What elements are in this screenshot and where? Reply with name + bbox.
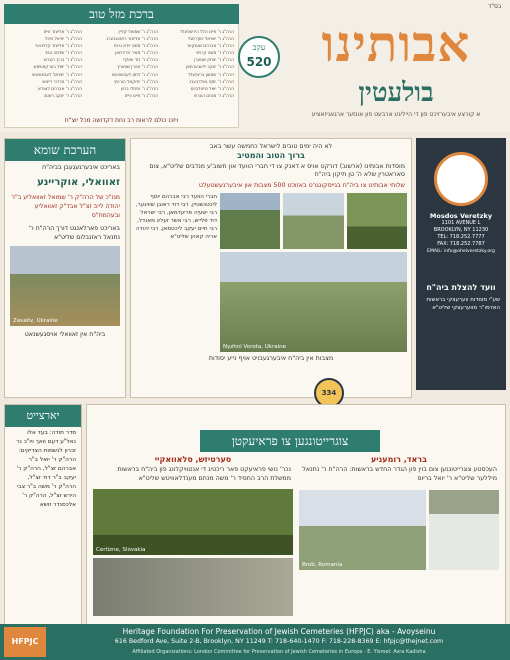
sponsor-org: Mosdos Veretzky [429,212,493,220]
bsd-mark: בס"ד [488,3,502,10]
sidebar-photo-caption: Zavaliv, Ukraine [13,318,58,324]
logo-subtitle: בולעטין [358,78,434,108]
footer-line-3: Affiliated Organizations: London Committee for Preservation of Jewish Cemeteries in Europe · E. Yisroel: Avra Kadisha [132,649,426,655]
main-photo-footer: מצבות אין ביה"ח איבערגעבויט אויף נייע יסודות [208,354,334,362]
donor-name: הרה"ג ר' יצחק שטערן [194,57,234,63]
project-left-title: סערטיזש, סלאוואקיי [154,455,232,464]
footer [0,624,510,660]
sidebar-text-2: מנו"כ של הרה"ק ר' שמואל זאוואליע ב"ר יהודה לייב זצ"ל אבד"ק זאוואליע ובעהמח"ס [11,194,120,219]
donor-name: הרה"ג ר' שמעון גרינפעלד [187,71,234,77]
sidebar-title: הערכת שומא [5,139,125,161]
project-left-text: נכר' נושי פראיעקט פאר ריכטיג די אנטוויקלונג פון ביה"ח בראשות ממשלת הרב החסיד ר' משה מנחם מענדלאוויטש שליט"א [117,466,291,482]
donor-name: הרה"ג ר' שלמה טויב [44,50,82,56]
yahrzeit-box [4,404,82,642]
donor-name: הרה"ג ר' ישראל יוסף סגל [187,36,234,42]
donor-name: הרה"ג ר' מאיר פרידמאן [115,50,158,56]
donor-name: הרה"ג ר' ברוך הערש [44,57,82,63]
donor-name: הרה"ג ר' אברהם לאנדא [37,85,82,91]
committee-text: שע"י מוסדות ווערעצקי בראשות האדמו"ר מווערעצקי שליט"א [426,297,500,311]
main-photo-caption: Nyzhni Vorota, Ukraine [223,343,286,350]
donor-name: הרה"ג ר' דוד וואלף [123,57,158,63]
project-left-caption: Certizne, Slovakia [96,546,146,553]
donor-name: הרה"ג ר' יואל טייטלבוים [190,85,234,91]
logo-title: אבותינו [321,14,471,73]
sidebar-text-3: באריכט פארלאנגט דורך הרה"ח ר' נתנאל ראזנבלום שליט"א [28,225,120,241]
main-headline: ברוך הטוב והמטיב [237,150,305,160]
count-badge: 334 [314,378,344,408]
footer-logo: HFPJC [4,627,46,657]
issue-label: עקב [252,43,266,52]
donor-name: הרה"ג ר' אליעזר ווייס [43,29,82,34]
donor-name: הרה"ג ר' מנחם הערש [194,92,234,98]
donor-column-3 [8,28,82,99]
donor-name: הרה"ג ר' שמואל קליין [118,29,158,34]
donor-name: הרה"ג ר' משה יודא גרוס [114,43,158,49]
sidebar-photo [10,246,120,326]
issue-badge [238,36,280,78]
footer-line-1: Heritage Foundation For Preservation of Jewish Cemeteries (HFPJC) aka - Avoyseinu [122,627,436,636]
sidebar-assessment [4,138,126,398]
yahrzeit-title: יארצייט [5,405,81,427]
donor-name: הרה"ג ר' משה קרויס [196,50,234,56]
donor-name: הרה"ג ר' אהרן שווארץ [117,64,158,70]
project-right-text: העכסטע צוגרייטונגען צום בוין פון הגדר החדש בראשות: הרה"ח ר' נתנאל מיללער שליט"א ר' יואל בריוס [302,466,497,482]
sponsor-fax[interactable]: FAX: 718.252.7787 [437,241,485,247]
donor-name: הרה"ג ר' יוסף גאלדבערג [189,78,234,84]
main-paragraph: מוסדות אבותינו (ארשוב) דורקט אויס א דאנק צו די חברי הוועד און חשוב'ע מנדבים שליט"א, צום סאראטרין שלא ה' טן תיקון ביה"ח [149,162,405,179]
donor-name: הרה"ג ר' אליעזר קלויזנער [34,43,82,49]
donor-column-2 [84,28,158,99]
sponsor-logo [434,152,488,206]
project-left-photo-2 [93,558,293,616]
main-photo-large [220,252,407,352]
sidebar-place: זאוואלי, אוקריינע [37,177,120,188]
donor-name: הרה"ג ר' זלמן לעבאוויטש [112,71,158,77]
main-body: חברי הוועד רבי אברהם יוסף ליכטנשטיין, רבי דוד ראובן שוויגער, רבי ישעיה פריעדמאן, רבי ישראל דוד פלייש, רבי אשר זעליג מאנדל, רבי חיים יעקב ליכטמאן, רבי יהודה אריה קאהן שליט"א [135,193,217,240]
footer-line-2[interactable]: 616 Bedford Ave, Suite 2-B, Brooklyn, NY 11249 T: 718-640-1470 F: 718-228-8369 E: hfpjc@thejnet.com [114,638,444,645]
sidebar-caption: ביה"ח אין זאוואלי אויסגעשנאט [24,331,106,338]
issue-number: 520 [246,55,272,69]
main-intro: לא היה ימים טובים לישראל כחמשה עשר באב [209,143,333,150]
donor-box-title: ברכת מזל טוב [4,4,239,24]
donor-name: הרה"ג ר' יעקב ראטה [43,92,82,98]
donor-name: הרה"ג ר' אליעזר ראזענבערג [106,36,158,42]
main-photo-1 [220,193,280,249]
donor-footnote: ויזכו כולם לראות רב נחת דקדושה מכל יוצ"ח [64,117,179,124]
yahrzeit-text: סדר תודה: בעד אלו נאל"ע דעם וואך ויו"כ נר זכרון לנשמות הצדיקים: הרה"ק ר' יואל ב"ר אברהם זצ"ל, הרה"ק ר' יעקב ב"ר דוד זצ"ל, הרה"ק ר' משה ב"ר צבי הירש זצ"ל, הרה"ק ר' אלכסנדר זושא [16,430,76,508]
donor-name: הרה"ג ר' חיים הלל הירשפעלד [179,29,234,34]
committee-title: וועד להצלת ביה"ח [426,283,496,292]
donor-name: הרה"ג ר' יעקב ליעבערמאן [185,64,234,70]
donor-name: הרה"ג ר' מרדכי דייטש [42,78,82,84]
projects-title: צוגרייטונגען צו פראיעקטן [200,430,380,452]
main-photo-3 [347,193,407,249]
project-right-caption: Brob, Romania [302,561,343,568]
sponsor-tel: TEL: 718.252.7777 [437,234,485,240]
donor-name: הרה"ג ר' יחזקאל הורוויץ [114,78,158,84]
donor-name: הרה"ג ר' חיים ווייס [124,92,158,98]
tagline: א קורצע איבערזיכט פון די הייליגע ארבעט פון אונזער ארגאניזאציע [311,111,481,118]
donor-name: הרה"ג ר' אברהם שענקער [186,43,234,49]
sponsor-address1: 1101 AVENUE L [441,220,481,226]
sponsor-address2: BROOKLYN, NY 11230 [433,227,489,233]
project-left-photo-1 [93,489,293,555]
main-photo-2 [283,193,343,249]
project-right-photo-2 [429,490,499,570]
donor-name: הרה"ג ר' ישראל לעבאוויטש [32,71,82,77]
project-right-photo-1 [299,490,426,570]
main-paragraph-2: שלוחי אבותינו צו ביה"ח בגייסקונגרט באזוכט 500 מצבות און איבערגעשטעלט [198,182,405,190]
sponsor-ad [416,138,506,390]
project-right-title: בראד, רומעניע [370,455,428,464]
donor-name: הרה"ג ר' יואל בערקאוויטש [33,64,82,70]
donor-name: הרה"ג ר' יחיאל מיכל [44,36,82,42]
main-article [130,138,412,398]
donor-name: הרה"ג ר' נפתלי ברוין [120,85,158,91]
sidebar-text-1: באריכט איבערגעגעבן בביה"ח [42,164,120,171]
donor-column-1 [160,28,234,99]
sponsor-email[interactable]: EMAIL: info@ohelveretzky.org [427,249,495,254]
